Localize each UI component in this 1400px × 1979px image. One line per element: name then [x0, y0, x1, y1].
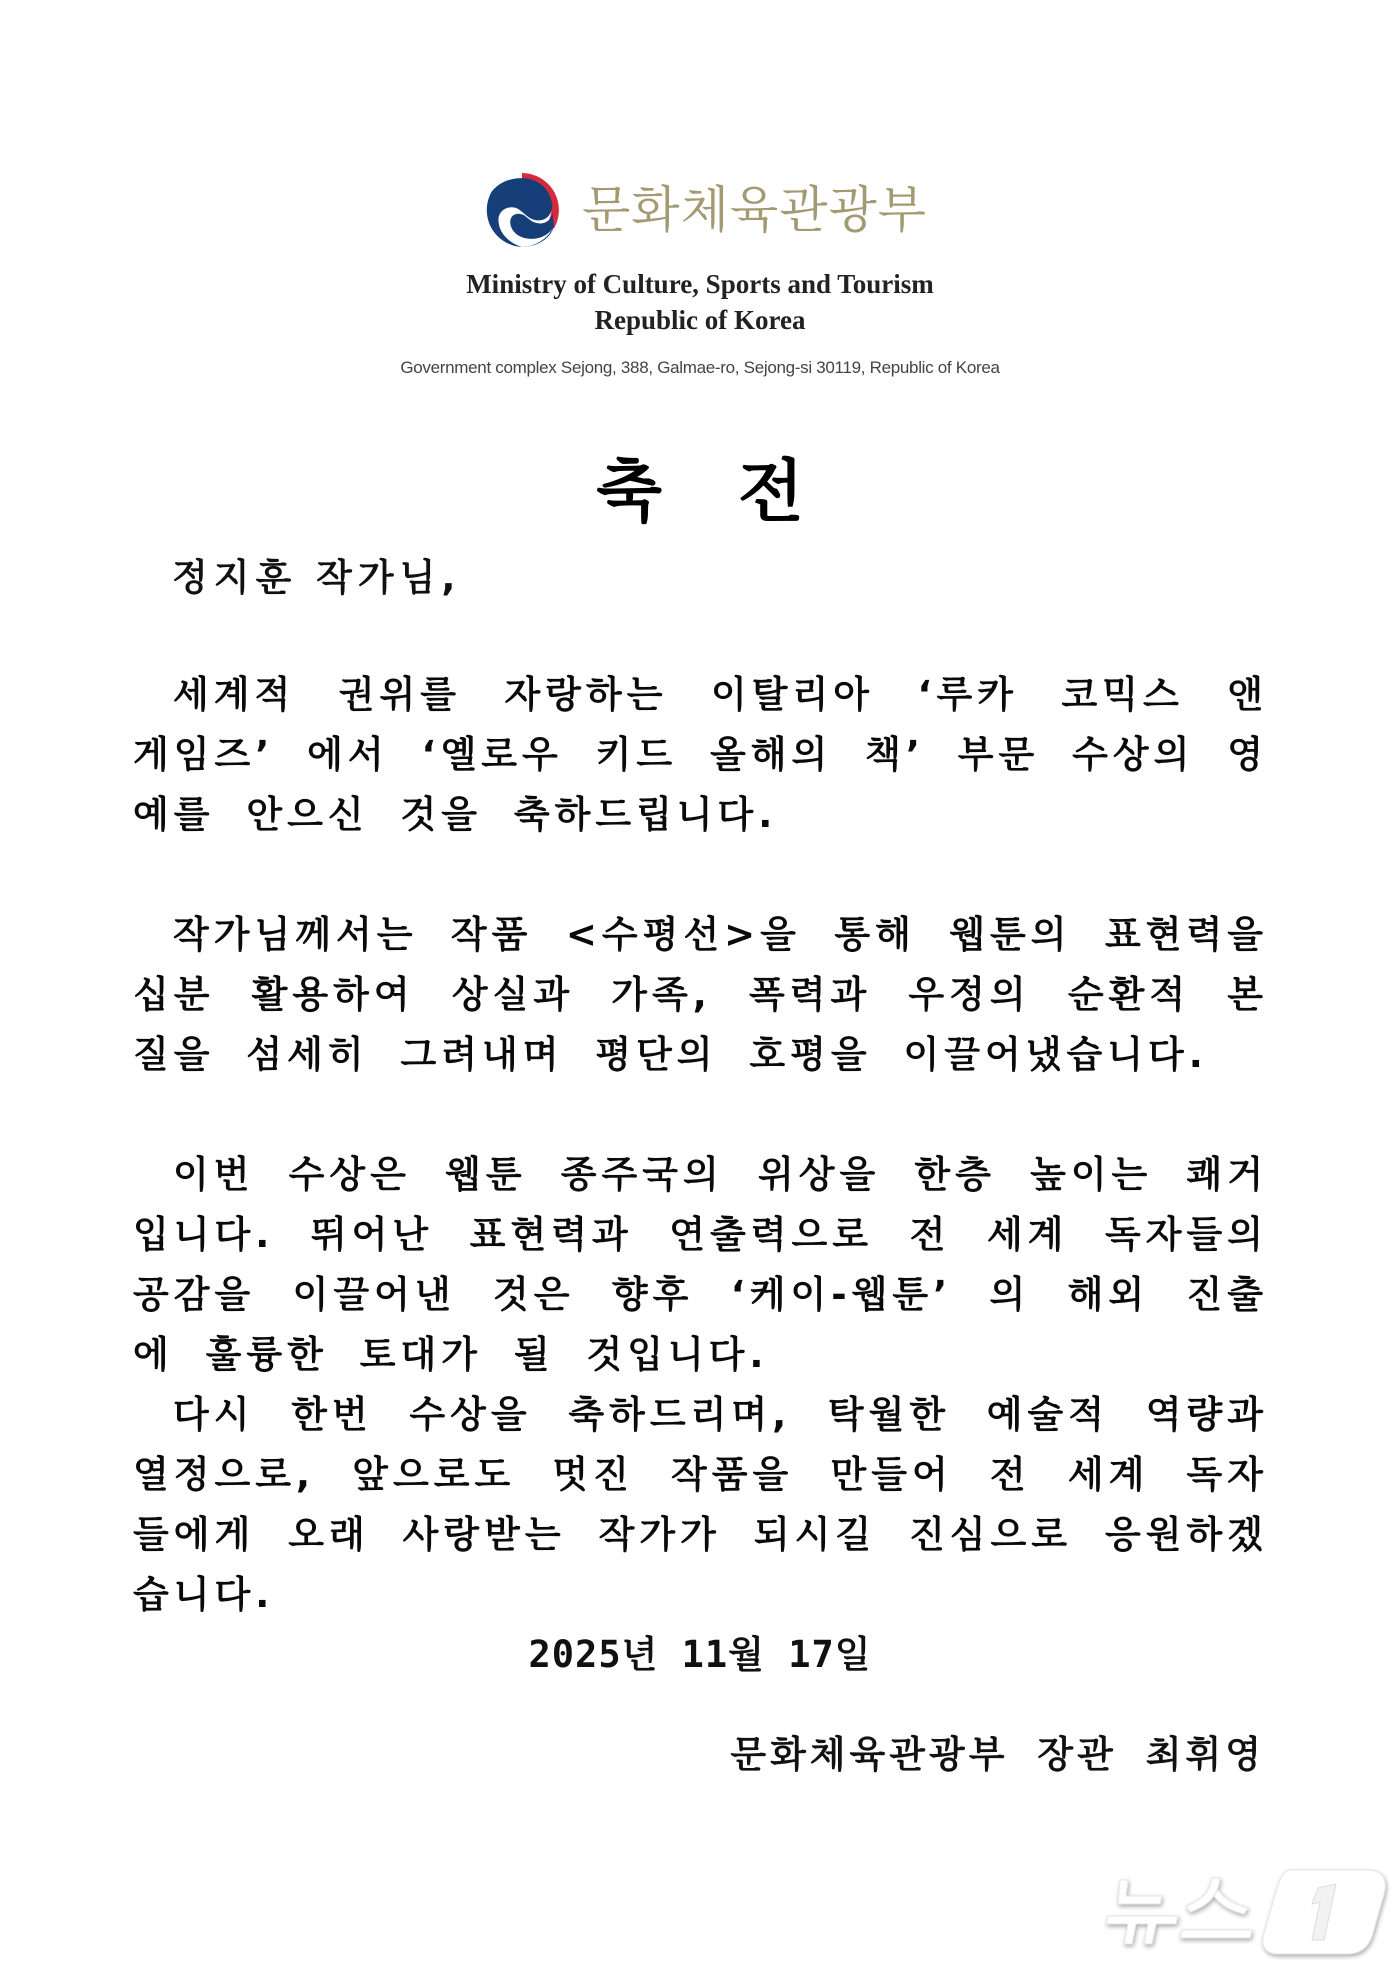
body-paragraph-3: 이번 수상은 웹툰 종주국의 위상을 한층 높이는 쾌거입니다. 뛰어난 표현력과 연출력으로 전 세계 독자들의 공감을 이끌어낸 것은 향후 ‘케이-웹툰’ 의 해외 진출에 훌륭한 토대가 될 것입니다.: [133, 1153, 1268, 1376]
document-title-char-1: 축: [596, 453, 662, 532]
ministry-address: Government complex Sejong, 388, Galmae-ro, Sejong-si 30119, Republic of Korea: [400, 358, 1000, 377]
ministry-name-english-line2: Republic of Korea: [594, 305, 806, 335]
signature: 문화체육관광부 장관 최휘영: [730, 1733, 1265, 1776]
ministry-name-english-line1: Ministry of Culture, Sports and Tourism: [466, 269, 934, 299]
body-paragraph-2: 작가님께서는 작품 <수평선>을 통해 웹툰의 표현력을 십분 활용하여 상실과 가족, 폭력과 우정의 순환적 본질을 섬세히 그려내며 평단의 호평을 이끌어냈습니다.: [133, 913, 1268, 1076]
document-title: [0, 448, 1400, 538]
body-paragraph-4: 다시 한번 수상을 축하드리며, 탁월한 예술적 역량과 열정으로, 앞으로도 멋진 작품을 만들어 전 세계 독자들에게 오래 사랑받는 작가가 되시길 진심으로 응원하겠습니다.: [133, 1393, 1268, 1616]
ministry-name-english: [0, 266, 1400, 338]
document-date: 2025년 11월 17일: [528, 1633, 872, 1676]
ministry-name-korean: 문화체육관광부: [582, 181, 928, 239]
taegeuk-emblem-icon: [480, 168, 564, 252]
news1-logo-icon: [1090, 1840, 1390, 1960]
body-paragraph-1: 세계적 권위를 자랑하는 이탈리아 ‘루카 코믹스 앤 게임즈’ 에서 ‘옐로우 키드 올해의 책’ 부문 수상의 영예를 안으신 것을 축하드립니다.: [133, 673, 1268, 836]
salutation: 정지훈 작가님,: [172, 556, 462, 599]
ministry-logo: [480, 168, 927, 252]
document-title-char-2: 전: [738, 453, 804, 532]
